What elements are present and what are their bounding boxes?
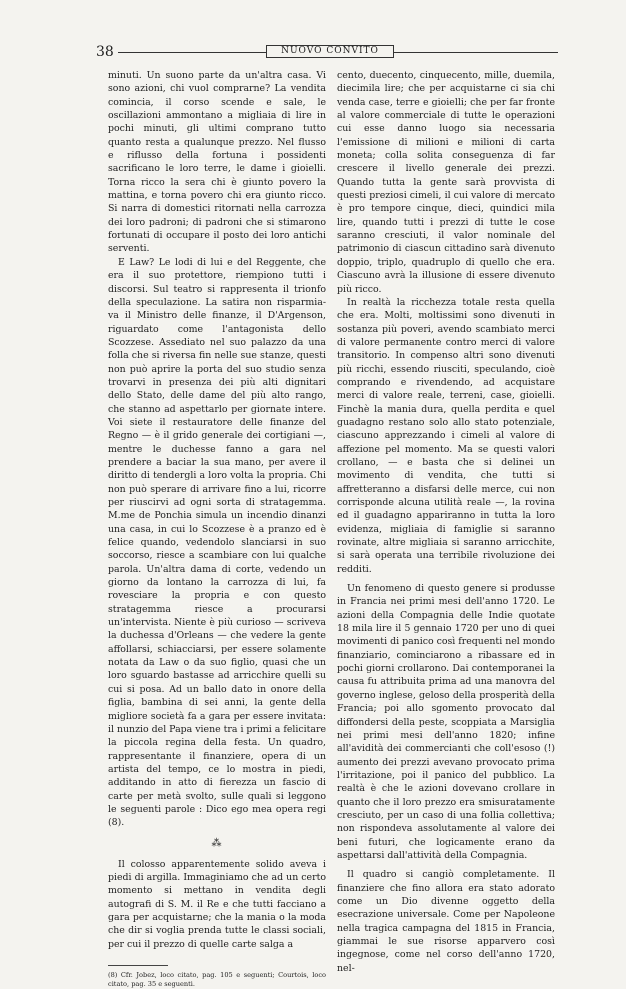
footnote-rule bbox=[108, 965, 168, 966]
page-header bbox=[96, 44, 558, 60]
paragraph: E Law? Le lodi di lui e del Reggente, che era il suo protettore, riempiono tutti i discorsi. Sul teatro si rappresenta il trionfo della speculazione. La satira non risparmia-va il Ministro delle finanze, il D'Argenson, riguardato come l'antagonista dello Scozzese. Assediato nel suo palazzo da una folla che si riversa fin nelle sue stanze, questi non può aprire la porta del suo studio senza trovarvi in presenza dei più alti dignitari dello Stato, delle dame del più alto rango, che stanno ad aspettarlo per giornate intere. Voi siete il restauratore delle finanze del Regno — è il grido generale dei cortigiani —, mentre le duchesse fanno a gara nel prendere a baciar la sua mano, per avere il diritto di tendergli a loro volta la propria. Chi non può sperare di arrivare fino a lui, ricorre per riuscirvi ad ogni sorta di stratagemma. M.me de Ponchia simula un incendio dinanzi una casa, in cui lo Scozzese è a pranzo ed è felice quando, vedendolo slanciarsi in suo soccorso, riesce a scambiare con lui qualche parola. Un'altra dama di corte, vedendo un giorno da lontano la carrozza di lui, fa rovesciare la propria e con questo stratagemma riesce a procurarsi un'intervista. Niente è più curioso — scriveva la duchessa d'Orleans — che vedere la gente affollarsi, schiacciarsi, per essere solamente notata da Law o da suo figlio, quasi che un loro sguardo bastasse ad arricchire quelli su cui si posa. Ad un ballo dato in onore della figlia, bambina di sei anni, la gente della migliore società fa a gara per essere invitata: il nunzio del Papa viene tra i primi a felicitare la piccola regina della festa. Un quadro, rappresentante il finanziere, opera di un artista del tempo, ce lo mostra in piedi, additando in atto di fierezza un fascio di carte per metà svolto, sulle quali si leggono le seguenti parole : Dico ego mea opera regi (8). bbox=[108, 256, 327, 829]
paragraph: In realtà la ricchezza totale resta quella che era. Molti, moltissimi sono divenuti in sostanza più poveri, avendo scambiato merci di valore permanente contro merci di valore transitorio. In compenso altri sono divenuti più ricchi, essendo riusciti, speculando, cioè comprando e rivendendo, ad acquistare merci di valore reale, terreni, case, gioielli. Finchè la mania dura, quella perdita e quel guadagno restano solo allo stato potenziale, ciascuno apprezzando i cimeli al valore di affezione pel momento. Ma se questi valori crollano, — e basta che si delinei un movimento di vendita, che tutti si affretteranno a disfarsi delle merce, cui non corrisponde alcuna utilità reale —, la rovina ed il guadagno appariranno in tutta la loro evidenza, migliaia di famiglie si saranno rovinate, altre migliaia si saranno arricchite, si sarà operata una terribile rivoluzione dei redditi. bbox=[337, 296, 555, 575]
paragraph: Il colosso apparentemente solido aveva i piedi di argilla. Immaginiamo che ad un certo momento si mettano in vendita degli autografi di S. M. il Re e che tutti facciano a gara per acquistarne; che la mania o la moda che dir si voglia prenda tutte le classi sociali, per cui il prezzo di quelle carte salga a bbox=[108, 858, 326, 950]
left-column bbox=[108, 69, 326, 989]
running-title: NUOVO CONVITO bbox=[266, 45, 394, 58]
paragraph: Un fenomeno di questo genere si produsse in Francia nei primi mesi dell'anno 1720. Le azioni della Compagnia delle Indie quotate 18 mila lire il 5 gennaio 1720 per uno di quei movimenti di panico così frequenti nel mondo finanziario, cominciarono a ribassare ed in pochi giorni crollarono. Dai contemporanei la causa fu attribuita prima ad una manovra del governo inglese, geloso della prosperità della Francia; poi allo sgomento provocato dal diffondersi della peste, scoppiata a Marsiglia nei primi mesi dell'anno 1820; infine all'avidità dei commercianti che coll'esoso (!) aumento dei prezzi avevano provocato prima l'irritazione, poi il panico del pubblico. La realtà è che le azioni dovevano crollare in quanto che il loro prezzo era smisuratamente cresciuto, per un caso di una follia collettiva; non rispondeva assolutamente al valore dei beni futuri, che logicamente erano da aspettarsi dall'attività della Compagnia. bbox=[337, 583, 555, 861]
page-number: 38 bbox=[96, 44, 114, 60]
header-rule-right bbox=[394, 52, 558, 53]
paragraph: minuti. Un suono parte da un'altra casa. Vi sono azioni, chi vuol comprarne? La vendita comincia, il corso scende e sale, le oscillazioni ammontano a migliaia di lire in pochi minuti, gli ultimi comprano tutto quanto resta a qualunque prezzo. Nel flusso e riflusso della fortuna i possidenti sacrificano le loro terre, le dame i gioielli. Torna ricco la sera chi è giunto povero la mattina, e torna povero chi era giunto ricco. Si narra di domestici ritornati nella carrozza dei loro padroni; di padroni che si stimarono fortunati di occupare il posto dei loro antichi serventi. bbox=[108, 70, 326, 255]
footnote: (8) Cfr. Jobez, loco citato, pag. 105 e seguenti; Courtois, loco citato, pag. 35 e seguenti. bbox=[108, 971, 326, 988]
right-column bbox=[337, 69, 555, 975]
section-break: ⁂ bbox=[211, 837, 223, 849]
header-rule-left bbox=[118, 52, 266, 53]
paragraph: Il quadro si cangiò completamente. Il finanziere che fino allora era stato adorato come un Dio divenne oggetto della esecrazione universale. Come per Napoleone nella tragica campagna del 1815 in Francia, giammai le sue risorse apparvero così ingegnose, come nel corso dell'anno 1720, nel- bbox=[337, 869, 555, 974]
paragraph: cento, duecento, cinquecento, mille, duemila, diecimila lire; che per acquistarne ci sia chi venda case, terre e gioielli; che per far fronte al valore commerciale di tutte le operazioni cui esse danno luogo sia necessaria l'emissione di milioni e milioni di carta moneta; colla solita conseguenza di far crescere il livello generale dei prezzi. Quando tutta la gente sarà provvista di questi preziosi cimeli, il cui valore di mercato è pro tempore cinque, dieci, quindici mila lire, quando tutti i prezzi di tutte le cose saranno cresciuti, il valor nominale del patrimonio di ciascun cittadino sarà divenuto doppio, triplo, quadruplo di quello che era. Ciascuno avrà la illusione di essere divenuto più ricco. bbox=[337, 70, 555, 295]
